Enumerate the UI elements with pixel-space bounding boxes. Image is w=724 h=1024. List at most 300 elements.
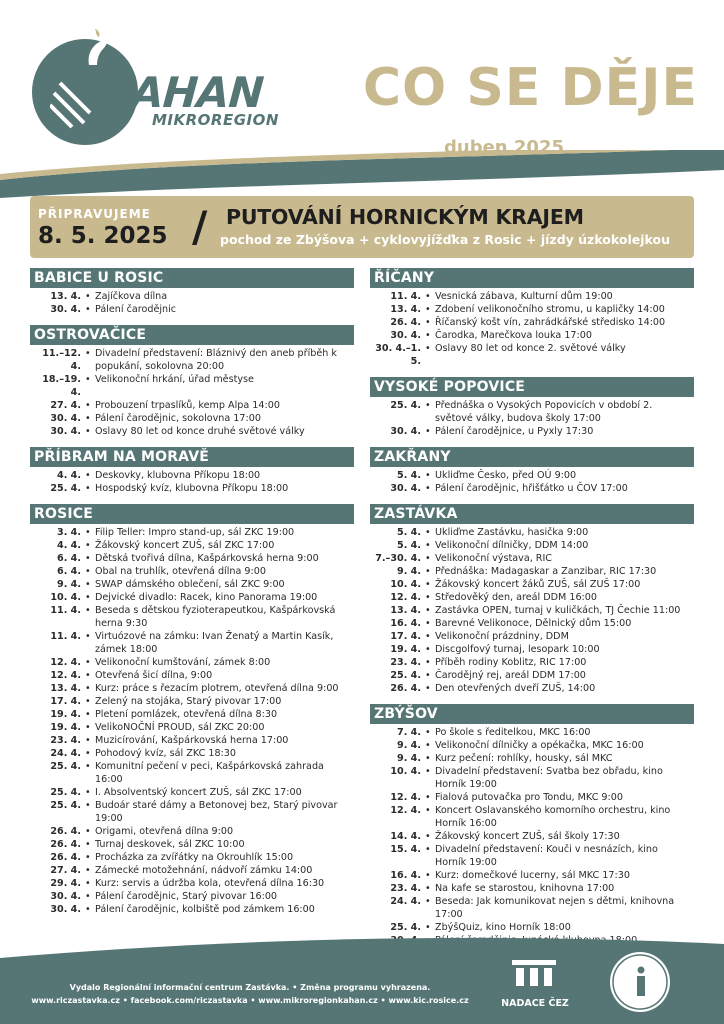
bullet-icon: • [425, 553, 431, 564]
bullet-icon: • [425, 644, 431, 655]
event-text: Pletení pomlázek, otevřená dílna 8:30 [95, 709, 278, 720]
ric-badge [610, 952, 670, 1012]
event-item [370, 565, 694, 578]
footer-publisher: Vydalo Regionální informační centrum Zastávka. • Změna programu vyhrazena. [69, 983, 431, 992]
event-date: 18.–19. 4. [42, 374, 81, 398]
event-date: 13. 4. [390, 304, 421, 315]
event-date: 13. 4. [50, 683, 81, 694]
section-heading: ZAKŘANY [370, 447, 694, 467]
event-text: Žákovský koncert ZUŠ, sál školy 17:30 [435, 831, 620, 842]
bullet-icon: • [85, 566, 91, 577]
event-text: Komunitní pečení v peci, Kašpárkovská zahrada 16:00 [95, 761, 324, 785]
logo-text: KAHAN [98, 68, 265, 117]
event-date: 23. 4. [50, 735, 81, 746]
bullet-icon: • [425, 618, 431, 629]
page-header [0, 0, 724, 200]
event-text: Zámecké motožehnání, nádvoří zámku 14:00 [95, 865, 313, 876]
event-text: Pálení čarodějnice, u Pyxly 17:30 [435, 426, 594, 437]
event-date: 19. 4. [50, 709, 81, 720]
event-item [30, 669, 354, 682]
bullet-icon: • [85, 592, 91, 603]
bullet-icon: • [85, 605, 91, 616]
event-item [370, 843, 694, 869]
bullet-icon: • [425, 605, 431, 616]
bullet-icon: • [85, 722, 91, 733]
event-item [370, 342, 694, 368]
event-date: 12. 4. [50, 670, 81, 681]
event-date: 23. 4. [390, 883, 421, 894]
event-text: Kurz: servis a údržba kola, otevřená dílna 16:30 [95, 878, 325, 889]
event-text: Na kafe se starostou, knihovna 17:00 [435, 883, 615, 894]
event-date: 30. 4. [390, 330, 421, 341]
banner-divider: / [192, 202, 208, 251]
event-date: 11.–12. 4. [42, 348, 81, 372]
bullet-icon: • [85, 735, 91, 746]
event-text: Beseda: Jak komunikovat nejen s dětmi, knihovna 17:00 [435, 896, 675, 920]
bullet-icon: • [425, 470, 431, 481]
bullet-icon: • [85, 579, 91, 590]
bullet-icon: • [425, 883, 431, 894]
event-item [30, 890, 354, 903]
event-text: Oslavy 80 let od konce druhé světové války [95, 426, 305, 437]
event-date: 9. 4. [397, 753, 421, 764]
event-date: 12. 4. [390, 592, 421, 603]
event-text: VelikoNOČNÍ PROUD, sál ZKC 20:00 [95, 722, 265, 733]
section-heading: ŘÍČANY [370, 268, 694, 288]
bullet-icon: • [85, 696, 91, 707]
section-ricany [370, 268, 694, 368]
event-text: Discgolfový turnaj, lesopark 10:00 [435, 644, 600, 655]
event-text: Čarodějný rej, areál DDM 17:00 [435, 670, 586, 681]
section-vysoke-popovice [370, 377, 694, 438]
event-item [30, 412, 354, 425]
bullet-icon: • [85, 709, 91, 720]
bullet-icon: • [85, 683, 91, 694]
event-text: Pálení čarodějnic, hřišťátko u ČOV 17:00 [435, 483, 628, 494]
event-item [370, 482, 694, 495]
event-text: Dejvické divadlo: Racek, kino Panorama 19:00 [95, 592, 318, 603]
event-date: 30. 4. [390, 426, 421, 437]
bullet-icon: • [85, 348, 91, 359]
event-date: 24. 4. [50, 748, 81, 759]
event-list [30, 288, 354, 316]
event-date: 12. 4. [50, 657, 81, 668]
event-date: 26. 4. [390, 317, 421, 328]
event-text: Pálení čarodějnic, Starý pivovar 16:00 [95, 891, 278, 902]
bullet-icon: • [425, 540, 431, 551]
event-text: Procházka za zvířátky na Okrouhlík 15:00 [95, 852, 294, 863]
event-date: 10. 4. [390, 579, 421, 590]
section-heading: ROSICE [30, 504, 354, 524]
event-item [370, 682, 694, 695]
event-text: Kurz: domečkové lucerny, sál MKC 17:30 [435, 870, 630, 881]
event-text: Po škole s ředitelkou, MKC 16:00 [435, 727, 591, 738]
bullet-icon: • [85, 839, 91, 850]
event-list [370, 724, 694, 947]
page-date: duben 2025 [444, 137, 564, 158]
bullet-icon: • [85, 553, 91, 564]
event-date: 27. 4. [50, 400, 81, 411]
event-text: Zastávka OPEN, turnaj v kuličkách, TJ Čechie 11:00 [435, 605, 681, 616]
event-item [370, 316, 694, 329]
kahan-logo [30, 25, 290, 145]
event-item [30, 747, 354, 760]
event-text: ZbýšQuiz, kino Horník 18:00 [435, 922, 571, 933]
event-item [30, 695, 354, 708]
event-date: 25. 4. [50, 761, 81, 772]
event-date: 3. 4. [57, 527, 81, 538]
event-item [370, 656, 694, 669]
event-list [30, 524, 354, 916]
event-date: 10. 4. [50, 592, 81, 603]
event-item [30, 347, 354, 373]
event-text: Středověký den, areál DDM 16:00 [435, 592, 597, 603]
event-date: 30. 4. [390, 483, 421, 494]
right-column [370, 268, 694, 956]
bullet-icon: • [85, 304, 91, 315]
bullet-icon: • [425, 683, 431, 694]
event-date: 13. 4. [390, 605, 421, 616]
bullet-icon: • [85, 748, 91, 759]
event-item [30, 734, 354, 747]
event-date: 30. 4. [50, 426, 81, 437]
event-item [370, 752, 694, 765]
event-date: 23. 4. [390, 657, 421, 668]
bullet-icon: • [85, 670, 91, 681]
event-item [30, 290, 354, 303]
bullet-icon: • [85, 400, 91, 411]
event-list [30, 467, 354, 495]
event-date: 26. 4. [50, 826, 81, 837]
event-list [370, 467, 694, 495]
event-text: Zajíčkova dílna [95, 291, 168, 302]
event-item [370, 895, 694, 921]
event-date: 24. 4. [390, 896, 421, 907]
event-item [30, 539, 354, 552]
event-date: 25. 4. [50, 483, 81, 494]
bullet-icon: • [425, 657, 431, 668]
sponsor-label: NADACE ČEZ [501, 998, 569, 1009]
banner-date: 8. 5. 2025 [38, 223, 168, 249]
event-date: 11. 4. [390, 291, 421, 302]
event-date: 25. 4. [390, 922, 421, 933]
event-item [30, 786, 354, 799]
event-date: 25. 4. [50, 787, 81, 798]
event-item [370, 869, 694, 882]
bullet-icon: • [425, 831, 431, 842]
section-heading: ZBÝŠOV [370, 704, 694, 724]
event-text: Říčanský košt vín, zahrádkářské středisko 14:00 [435, 317, 666, 328]
event-item [30, 799, 354, 825]
event-item [30, 903, 354, 916]
bullet-icon: • [85, 761, 91, 772]
event-item [30, 373, 354, 399]
event-item [370, 578, 694, 591]
event-date: 7. 4. [397, 727, 421, 738]
event-item [30, 851, 354, 864]
bullet-icon: • [425, 870, 431, 881]
bullet-icon: • [85, 826, 91, 837]
section-ostrovacice [30, 325, 354, 438]
event-date: 26. 4. [50, 839, 81, 850]
bullet-icon: • [425, 753, 431, 764]
event-date: 30. 4. [50, 904, 81, 915]
bullet-icon: • [85, 631, 91, 642]
event-text: Otevřená šicí dílna, 9:00 [95, 670, 213, 681]
event-date: 12. 4. [390, 792, 421, 803]
bullet-icon: • [425, 343, 431, 354]
event-text: Zelený na stojáka, Starý pivovar 17:00 [95, 696, 282, 707]
event-item [30, 552, 354, 565]
event-list [30, 345, 354, 438]
event-date: 9. 4. [397, 740, 421, 751]
event-date: 4. 4. [57, 540, 81, 551]
event-date: 26. 4. [390, 683, 421, 694]
event-date: 19. 4. [390, 644, 421, 655]
bullet-icon: • [85, 413, 91, 424]
event-item [370, 604, 694, 617]
event-item [370, 630, 694, 643]
event-date: 16. 4. [390, 618, 421, 629]
event-item [370, 804, 694, 830]
event-text: Virtuózové na zámku: Ivan Ženatý a Martin Kasík, zámek 18:00 [95, 631, 334, 655]
event-text: Probouzení trpaslíků, kemp Alpa 14:00 [95, 400, 280, 411]
event-text: Velikonoční prázdniny, DDM [435, 631, 569, 642]
section-heading: BABICE U ROSIC [30, 268, 354, 288]
event-item [30, 469, 354, 482]
event-item [30, 864, 354, 877]
event-date: 7.–30. 4. [375, 553, 421, 564]
bullet-icon: • [85, 852, 91, 863]
event-text: Pálení čarodějnic, kolbiště pod zámkem 16:00 [95, 904, 315, 915]
event-date: 29. 4. [50, 878, 81, 889]
event-date: 6. 4. [57, 553, 81, 564]
event-text: Pohodový kvíz, sál ZKC 18:30 [95, 748, 236, 759]
event-text: Velikonoční dílničky a opékačka, MKC 16:00 [435, 740, 644, 751]
event-item [370, 425, 694, 438]
event-text: Divadelní představení: Svatba bez obřadu, kino Horník 19:00 [435, 766, 663, 790]
event-text: Hospodský kvíz, klubovna Příkopu 18:00 [95, 483, 289, 494]
event-text: Velikonoční kumštování, zámek 8:00 [95, 657, 271, 668]
event-item [30, 825, 354, 838]
banner-title: PUTOVÁNÍ HORNICKÝM KRAJEM [226, 205, 584, 229]
event-item [370, 669, 694, 682]
event-text: SWAP dámského oblečení, sál ZKC 9:00 [95, 579, 285, 590]
event-date: 25. 4. [50, 800, 81, 811]
event-date: 5. 4. [397, 470, 421, 481]
event-date: 25. 4. [390, 400, 421, 411]
bullet-icon: • [425, 844, 431, 855]
event-text: Vesnická zábava, Kulturní dům 19:00 [435, 291, 613, 302]
event-text: Filip Teller: Impro stand-up, sál ZKC 19:00 [95, 527, 295, 538]
event-item [30, 721, 354, 734]
event-item [30, 630, 354, 656]
event-date: 26. 4. [50, 852, 81, 863]
bullet-icon: • [85, 865, 91, 876]
event-item [370, 303, 694, 316]
event-date: 4. 4. [57, 470, 81, 481]
event-list [370, 288, 694, 368]
event-item [370, 765, 694, 791]
bullet-icon: • [425, 766, 431, 777]
event-text: Kurz pečení: rohlíky, housky, sál MKC [435, 753, 613, 764]
event-date: 30. 4. [50, 304, 81, 315]
event-date: 10. 4. [390, 766, 421, 777]
event-date: 27. 4. [50, 865, 81, 876]
event-item [30, 591, 354, 604]
event-text: Žákovský koncert žáků ZUŠ, sál ZUŠ 17:00 [435, 579, 641, 590]
event-date: 9. 4. [397, 566, 421, 577]
event-text: Kurz: práce s řezacím plotrem, otevřená dílna 9:00 [95, 683, 339, 694]
event-date: 13. 4. [50, 291, 81, 302]
event-text: Ukliďme Česko, před OÚ 9:00 [435, 470, 577, 481]
event-date: 25. 4. [390, 670, 421, 681]
event-text: Koncert Oslavanského komorního orchestru, kino Horník 16:00 [435, 805, 671, 829]
event-item [30, 303, 354, 316]
bullet-icon: • [425, 330, 431, 341]
event-item [370, 617, 694, 630]
bullet-icon: • [425, 566, 431, 577]
lamp-icon [75, 27, 115, 67]
event-text: Přednáška: Madagaskar a Zanzibar, RIC 17:30 [435, 566, 657, 577]
bullet-icon: • [85, 426, 91, 437]
section-heading: ZASTÁVKA [370, 504, 694, 524]
bullet-icon: • [85, 483, 91, 494]
event-date: 5. 4. [397, 540, 421, 551]
event-date: 15. 4. [390, 844, 421, 855]
event-item [370, 882, 694, 895]
bullet-icon: • [425, 670, 431, 681]
bullet-icon: • [85, 527, 91, 538]
event-text: Čarodka, Marečkova louka 17:00 [435, 330, 592, 341]
section-heading: OSTROVAČICE [30, 325, 354, 345]
featured-event-banner [30, 196, 694, 258]
event-item [370, 329, 694, 342]
event-date: 19. 4. [50, 722, 81, 733]
event-text: Fialová putovačka pro Tondu, MKC 9:00 [435, 792, 623, 803]
bullet-icon: • [425, 579, 431, 590]
event-item [370, 830, 694, 843]
bullet-icon: • [425, 426, 431, 437]
event-date: 5. 4. [397, 527, 421, 538]
event-item [370, 290, 694, 303]
badge-ring [610, 952, 670, 1012]
event-text: Dětská tvořivá dílna, Kašpárkovská herna 9:00 [95, 553, 319, 564]
left-column [30, 268, 354, 925]
event-date: 14. 4. [390, 831, 421, 842]
bullet-icon: • [425, 631, 431, 642]
event-text: Velikonoční výstava, RIC [435, 553, 552, 564]
section-heading: VYSOKÉ POPOVICE [370, 377, 694, 397]
event-text: Příběh rodiny Koblitz, RIC 17:00 [435, 657, 587, 668]
logo-subtext: MIKROREGION [152, 111, 279, 129]
banner-label: PŘIPRAVUJEME [38, 207, 151, 221]
event-item [30, 578, 354, 591]
event-item [370, 552, 694, 565]
event-item [30, 838, 354, 851]
bullet-icon: • [425, 527, 431, 538]
bullet-icon: • [425, 483, 431, 494]
bullet-icon: • [425, 727, 431, 738]
event-date: 17. 4. [50, 696, 81, 707]
bullet-icon: • [85, 657, 91, 668]
event-item [30, 604, 354, 630]
section-zakrany [370, 447, 694, 495]
event-item [370, 643, 694, 656]
bullet-icon: • [425, 317, 431, 328]
event-item [30, 760, 354, 786]
event-item [30, 526, 354, 539]
event-text: Zdobení velikonočního stromu, u kapličky 14:00 [435, 304, 665, 315]
event-list [370, 397, 694, 438]
footer-links: www.riczastavka.cz • facebook.com/riczastavka • www.mikroregionkahan.cz • www.kic.rosice.cz [31, 996, 469, 1005]
event-item [30, 425, 354, 438]
section-rosice [30, 504, 354, 916]
event-text: Budoár staré dámy a Betonovej bez, Starý pivovar 19:00 [95, 800, 338, 824]
event-item [30, 399, 354, 412]
event-item [30, 482, 354, 495]
page-title: CO SE DĚJE [362, 58, 698, 118]
event-item [30, 656, 354, 669]
event-item [370, 469, 694, 482]
event-text: Den otevřených dveří ZUŠ, 14:00 [435, 683, 596, 694]
event-text: Turnaj deskovek, sál ZKC 10:00 [95, 839, 245, 850]
bullet-icon: • [425, 291, 431, 302]
section-babice-u-rosic [30, 268, 354, 316]
bullet-icon: • [85, 787, 91, 798]
event-date: 11. 4. [50, 631, 81, 642]
event-item [30, 708, 354, 721]
bullet-icon: • [425, 740, 431, 751]
bullet-icon: • [425, 805, 431, 816]
event-item [370, 399, 694, 425]
event-date: 9. 4. [57, 579, 81, 590]
event-text: Oslavy 80 let od konce 2. světové války [435, 343, 626, 354]
event-text: Ukliďme Zastávku, hasička 9:00 [435, 527, 589, 538]
event-text: Velikonoční dílničky, DDM 14:00 [435, 540, 589, 551]
event-item [370, 526, 694, 539]
event-date: 12. 4. [390, 805, 421, 816]
event-date: 30. 4. [50, 413, 81, 424]
section-zbysov [370, 704, 694, 947]
event-text: Beseda s dětskou fyzioterapeutkou, Kašpárkovská herna 9:30 [95, 605, 336, 629]
bullet-icon: • [85, 470, 91, 481]
bullet-icon: • [425, 922, 431, 933]
event-text: Přednáška o Vysokých Popovicích v období 2. světové války, budova školy 17:00 [435, 400, 653, 424]
event-text: Pálení čarodějnic [95, 304, 177, 315]
event-text: Deskovky, klubovna Příkopu 18:00 [95, 470, 261, 481]
event-text: Divadelní představení: Bláznivý den aneb příběh k popukání, sokolovna 20:00 [95, 348, 337, 372]
event-item [30, 682, 354, 695]
event-text: Barevné Velikonoce, Dělnický dům 15:00 [435, 618, 632, 629]
bullet-icon: • [425, 896, 431, 907]
banner-subtitle: pochod ze Zbýšova + cyklovyjížďka z Rosic + jízdy úzkokolejkou [220, 232, 670, 247]
event-date: 30. 4.–1. 5. [375, 343, 421, 367]
bullet-icon: • [85, 540, 91, 551]
bullet-icon: • [425, 592, 431, 603]
event-date: 16. 4. [390, 870, 421, 881]
event-item [370, 726, 694, 739]
event-date: 17. 4. [390, 631, 421, 642]
event-text: Divadelní představení: Kouči v nesnázích, kino Horník 19:00 [435, 844, 658, 868]
event-date: 30. 4. [50, 891, 81, 902]
bullet-icon: • [85, 374, 91, 385]
nadace-cez-icon [512, 958, 556, 990]
event-text: Muzicírování, Kašpárkovská herna 17:00 [95, 735, 289, 746]
event-date: 11. 4. [50, 605, 81, 616]
event-item [370, 791, 694, 804]
bullet-icon: • [425, 792, 431, 803]
